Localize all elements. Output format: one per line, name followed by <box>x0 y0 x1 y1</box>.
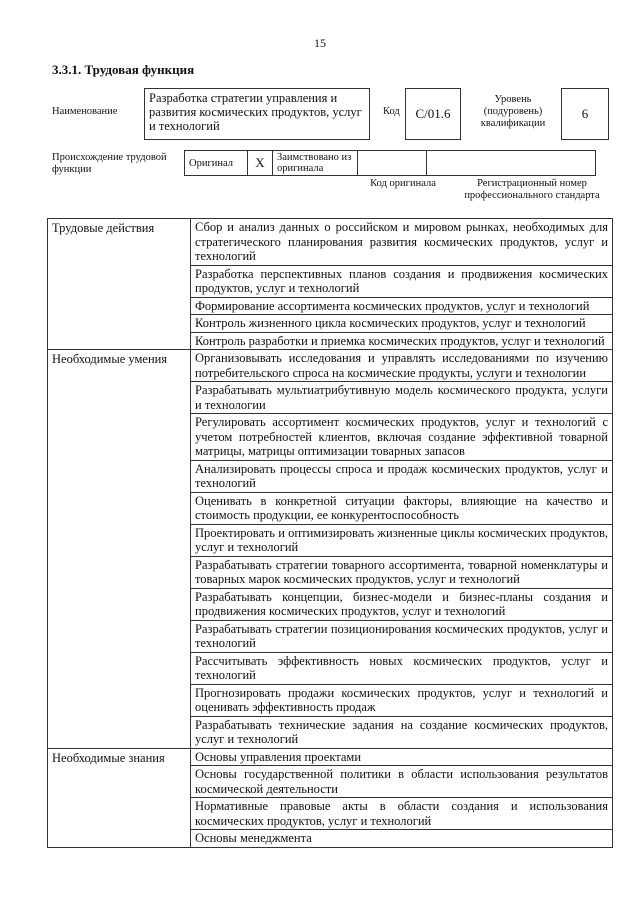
level-label: Уровень (подуровень) квалификации <box>480 94 546 129</box>
origin-table <box>184 150 596 176</box>
code-original-cell <box>358 151 427 176</box>
labor-function-table <box>47 218 613 848</box>
section-item: Формирование ассортимента космических продуктов, услуг и технологий <box>191 297 613 315</box>
original-mark: X <box>248 151 273 176</box>
section-item: Рассчитывать эффективность новых космических продуктов, услуг и технологий <box>191 652 613 684</box>
section-item: Разрабатывать концепции, бизнес-модели и бизнес-планы создания и продвижения космических продуктов, услуг и технологий <box>191 588 613 620</box>
section-item: Основы менеджмента <box>191 830 613 848</box>
section-item: Проектировать и оптимизировать жизненные циклы космических продуктов, услуг и технологий <box>191 524 613 556</box>
section-item: Разрабатывать стратегии позиционирования космических продуктов, услуг и технологий <box>191 620 613 652</box>
section-category: Необходимые умения <box>48 350 191 749</box>
section-item: Анализировать процессы спроса и продаж космических продуктов, услуг и технологий <box>191 460 613 492</box>
section-item: Разрабатывать мультиатрибутивную модель космического продукта, услуги и технологии <box>191 382 613 414</box>
code-value: C/01.6 <box>405 88 461 140</box>
table-row <box>48 219 613 266</box>
section-item: Сбор и анализ данных о российском и мировом рынках, необходимых для стратегического планирования развития космических продуктов, услуг и технологий <box>191 219 613 266</box>
section-item: Организовывать исследования и управлять исследованиями по изучению потребительского спроса на космические продукты, услуги и технологии <box>191 350 613 382</box>
section-item: Основы управления проектами <box>191 748 613 766</box>
section-category: Трудовые действия <box>48 219 191 350</box>
name-label: Наименование <box>52 106 118 117</box>
code-original-caption: Код оригинала <box>370 178 436 189</box>
table-row <box>48 748 613 766</box>
section-item: Регулировать ассортимент космических продуктов, услуг и технологий с учетом потребностей клиентов, включая создание эффективной товарной матрицы, матрицы оптимизации товарных запасов <box>191 414 613 461</box>
section-item: Разрабатывать технические задания на создание космических продуктов, услуг и технологий <box>191 716 613 748</box>
reg-number-cell <box>427 151 596 176</box>
level-value: 6 <box>561 88 609 140</box>
page-number: 15 <box>314 36 326 50</box>
table-row <box>48 350 613 382</box>
section-item: Разрабатывать стратегии товарного ассортимента, товарной номенклатуры и товарных марок космических продуктов, услуг и технологий <box>191 556 613 588</box>
borrowed-label: Заимствовано из оригинала <box>273 151 358 176</box>
section-title: 3.3.1. Трудовая функция <box>52 62 195 77</box>
original-label: Оригинал <box>185 151 248 176</box>
code-label: Код <box>383 106 400 117</box>
section-item: Контроль жизненного цикла космических продуктов, услуг и технологий <box>191 315 613 333</box>
section-item: Прогнозировать продажи космических продуктов, услуг и технологий и оценивать эффективность продаж <box>191 684 613 716</box>
section-category: Необходимые знания <box>48 748 191 847</box>
section-item: Нормативные правовые акты в области создания и использования космических продуктов, услуг и технологий <box>191 798 613 830</box>
section-item: Контроль разработки и приемка космических продуктов, услуг и технологий <box>191 332 613 350</box>
name-value: Разработка стратегии управления и развития космических продуктов, услуг и технологий <box>144 88 370 140</box>
reg-number-caption: Регистрационный номер профессионального стандарта <box>464 178 600 201</box>
section-item: Оценивать в конкретной ситуации факторы, влияющие на качество и стоимость продукции, ее конкурентоспособность <box>191 492 613 524</box>
origin-label: Происхождение трудовой функции <box>52 152 167 175</box>
section-item: Разработка перспективных планов создания и продвижения космических продуктов, услуг и технологий <box>191 265 613 297</box>
section-item: Основы государственной политики в области использования результатов космической деятельности <box>191 766 613 798</box>
